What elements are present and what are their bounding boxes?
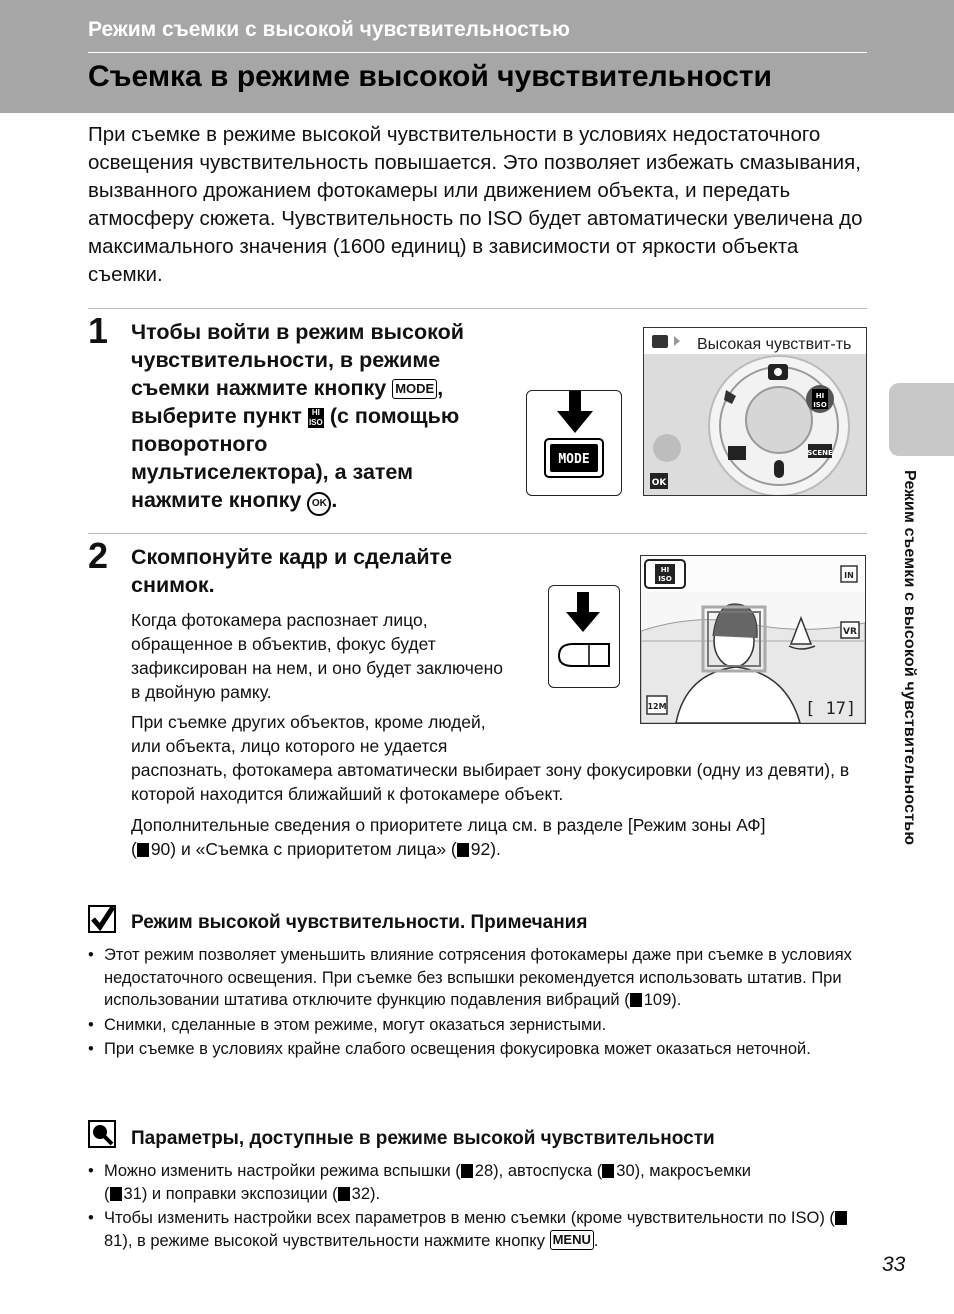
page-number: 33 [882,1253,906,1276]
step-1-line: поворотного [131,432,268,456]
svg-text:ISO: ISO [658,575,672,583]
divider [88,308,867,309]
list-item: • Можно изменить настройки режима вспышки ( 28), автоспуска ( 30), макросъемки ( 31) и поправки экспозиции ( 32). [88,1160,863,1205]
svg-text:12M: 12M [647,702,667,711]
svg-text:HI: HI [660,566,670,574]
mode-button-illustration [526,390,622,496]
mode-label: MODE [558,452,590,467]
svg-text:SCENE: SCENE [807,449,833,457]
caution-check-icon [88,905,116,933]
reference-icon [137,843,149,857]
svg-text:ISO: ISO [813,401,827,409]
note-title-info: Параметры, доступные в режиме высокой чувствительности [131,1128,715,1149]
side-section-label: Режим съемки с высокой чувствительностью [901,470,918,846]
step-2-paragraph-2: При съемке других объектов, кроме людей, или объекта, лицо которого не удается распознать, фотокамера автоматически выбирает зону фокусировки (одну из девяти), в которой находится ближайший к фотокамере объект. [131,712,850,804]
divider [88,533,867,534]
list-item: • Снимки, сделанные в этом режиме, могут оказаться зернистыми. [88,1014,863,1037]
hi-iso-icon: HI ISO [308,408,323,427]
finger-press-icon [549,586,619,687]
movie-icon [728,446,746,460]
side-tab [889,383,954,456]
svg-text:VR: VR [843,627,857,637]
reference-icon [835,1211,847,1225]
screen-title: Высокая чувствит-ть [697,336,852,353]
svg-text:HI: HI [815,392,825,400]
step-1-line: нажмите кнопку OK . [131,486,521,516]
step-1-line: мультиселектора), а затем [131,460,414,484]
step-1-line: съемки нажмите кнопку MODE , [131,376,444,400]
voice-memo-icon [774,460,784,478]
reference-icon [461,1164,473,1178]
mode-key-icon: MODE [392,379,437,399]
list-item: • Чтобы изменить настройки всех параметров в меню съемки (кроме чувствительности по ISO) (81), в режиме высокой чувствительности нажмите кнопку MENU . [88,1207,863,1252]
svg-text:IN: IN [844,571,854,580]
step-1-text [131,318,521,516]
intro-paragraph: При съемке в режиме высокой чувствительности в условиях недостаточного освещения чувствительность повышается. Это позволяет избежать смазывания, вызванного дрожанием фотокамеры или движением объекта, и передать атмосферу сюжета. Чувствительность по ISO будет автоматически увеличена до максимального значения (1600 единиц) в зависимости от яркости объекта съемки. [88,123,863,286]
reference-icon [630,993,642,1007]
menu-key-icon: MENU [550,1230,594,1250]
list-item: • При съемке в условиях крайне слабого освещения фокусировка может оказаться неточной. [88,1038,863,1061]
list-item: • Этот режим позволяет уменьшить влияние сотрясения фотокамеры даже при съемке в условиях недостаточного освещения. При съемке без вспышки рекомендуется использовать штатив. При использовании штатива отключите функцию подавления вибраций ( 109). [88,944,863,1012]
step-2-number: 2 [88,535,109,576]
camera-icon [652,335,668,348]
exposure-count: [ 17] [805,699,857,719]
press-arrow-icon [527,391,621,495]
ok-key-icon: OK [307,492,331,516]
note-title-caution: Режим высокой чувствительности. Примечания [131,912,588,933]
step-2-title: Скомпонуйте кадр и сделайте снимок. [131,545,453,597]
step-1-line: Чтобы войти в режим высокой [131,320,464,344]
header-band [0,0,954,113]
reference-icon [602,1164,614,1178]
note-1-list [88,944,863,1063]
step-1-line: чувствительности, в режиме [131,348,441,372]
reference-icon [110,1187,122,1201]
svg-text:OK: OK [651,478,667,488]
section-title: Режим съемки с высокой чувствительностью [88,18,570,41]
reference-icon [457,843,469,857]
faded-camera-icon [653,434,681,462]
step-1-number: 1 [88,310,109,351]
info-magnifier-icon [88,1120,116,1148]
page-title: Съемка в режиме высокой чувствительности [88,60,772,93]
step-2-paragraph-3: Дополнительные сведения о приоритете лица см. в разделе [Режим зоны АФ] ( 90) и «Съемка с приоритетом лица» ( 92). [131,815,766,859]
reference-icon [338,1187,350,1201]
step-2-paragraph-1: Когда фотокамера распознает лицо, обращенное в объектив, фокус будет зафиксирован на нем, и оно будет заключено в двойную рамку. [131,610,504,702]
mode-menu-screen [643,327,867,496]
note-2-list [88,1160,863,1254]
shutter-press-illustration [548,585,620,688]
camera-preview-screen [640,555,866,724]
step-1-line: выберите пункт HI ISO (с помощью [131,404,460,428]
header-rule [88,52,867,53]
